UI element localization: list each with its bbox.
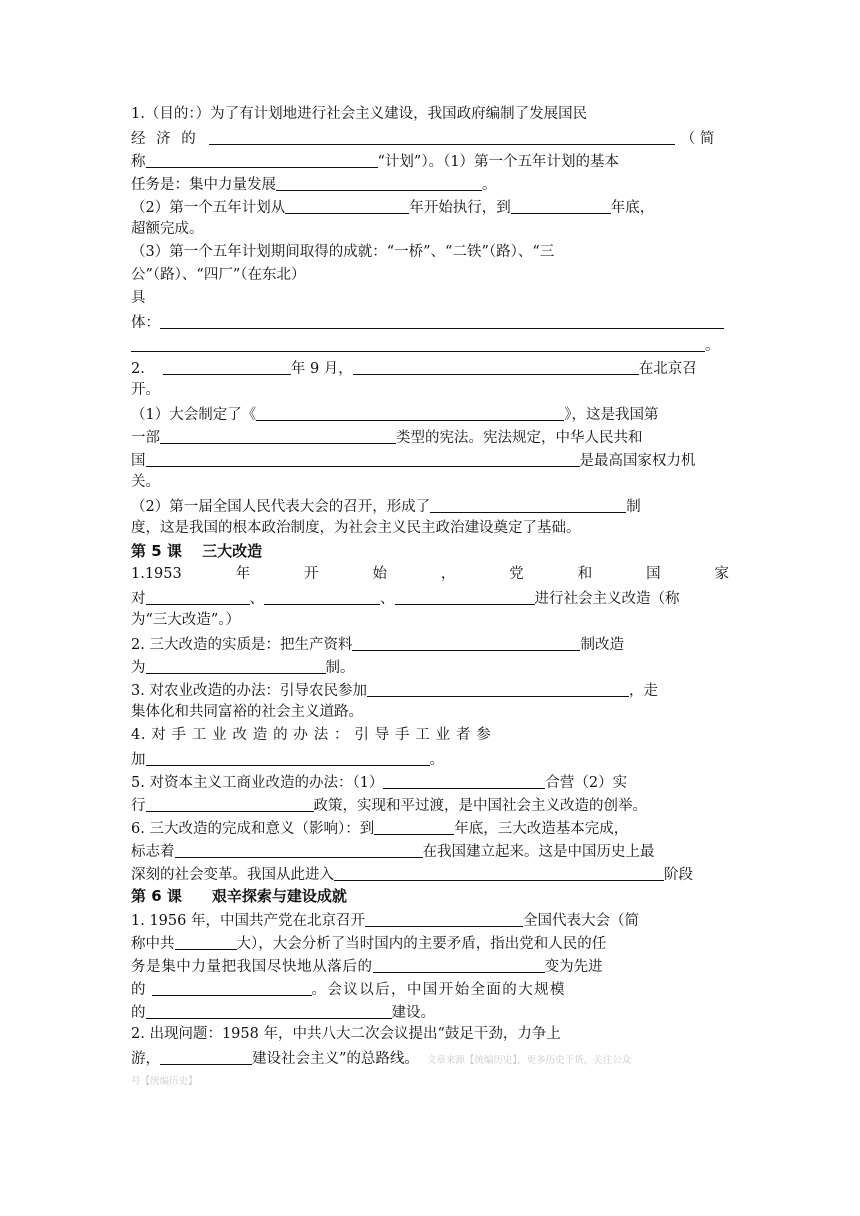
blank[interactable] [367,680,629,697]
q2-line1: 2. 年 9 月， 在北京召 [131,356,729,379]
blank[interactable] [264,588,380,605]
l5-q6-line2: 标志着 在我国建立起来。这是中国历史上最 [131,839,729,862]
l5-q4-line2: 加 。 [131,747,729,770]
q2-line6: 关。 [131,474,160,490]
lesson6-heading: 第 6 课 艰辛探索与建设成就 [131,887,347,905]
q1-line2: 经 济 的 （ 简 [131,126,729,149]
l5-q1-line1: 1.1953 年 开 始 ， 党 和 国 家 [131,566,729,582]
q1-line4: 任务是：集中力量发展 。 [131,172,729,195]
q2-line8: 度，这是我国的根本政治制度，为社会主义民主政治建设奠定了基础。 [131,520,581,536]
blank[interactable] [430,496,626,513]
l5-q1-line2: 对 、 、 进行社会主义改造（称 [131,586,729,609]
blank[interactable] [175,933,237,950]
l5-q6-line3: 深刻的社会变革。我国从此进入 阶段 [131,862,729,885]
q1-line5: （2）第一个五年计划从 年开始执行，到 年底， [131,195,729,218]
q1-line8: 公”（路）、“四厂”（在东北） [131,267,306,283]
q2-line2: 开。 [131,382,160,398]
l6-q1-line2: 称中共 大），大会分析了当时国内的主要矛盾，指出党和人民的任 [131,931,729,954]
l6-q1-line4: 的 。会议以后，中国开始全面的大规模 [131,977,729,1000]
l5-q5-line1: 5. 对资本主义工商业改造的办法：（1） 合营（2）实 [131,770,729,793]
blank[interactable] [365,910,523,927]
q1-line9: 具 [131,290,146,306]
blank[interactable] [160,312,724,329]
q2-line5: 国 是最高国家权力机 [131,448,729,471]
q1-line10: 体： [131,310,729,333]
watermark-line2-row [131,1069,729,1092]
blank[interactable] [131,335,705,352]
l6-q1-line1: 1. 1956 年，中国共产党在北京召开 全国代表大会（简 [131,908,729,931]
q1-line3: 称 “计划”）。（1）第一个五年计划的基本 [131,149,729,172]
blank[interactable] [352,634,580,651]
blank[interactable] [353,358,639,375]
blank[interactable] [276,174,482,191]
q1-line6: 超额完成。 [131,221,204,237]
worksheet [131,103,729,1092]
blank[interactable] [146,1002,392,1019]
blank[interactable] [160,427,396,444]
blank[interactable] [146,795,314,812]
blank[interactable] [146,749,430,766]
q2-line4: 一部 类型的宪法。宪法规定，中华人民共和 [131,425,729,448]
blank[interactable] [152,979,312,996]
blank[interactable] [395,588,535,605]
blank[interactable] [160,1048,252,1065]
l5-q3-line2: 集体化和共同富裕的社会主义道路。 [131,704,363,720]
blank[interactable] [511,197,611,214]
blank[interactable] [256,404,564,421]
l5-q4-line1: 4. 对 手 工 业 改 造 的 办 法 ： 引 导 手 工 业 者 参 [131,727,492,743]
blank[interactable] [334,864,664,881]
l6-q1-line3: 务是集中力量把我国尽快地从落后的 变为先进 [131,954,729,977]
l5-q6-line1: 6. 三大改造的完成和意义（影响）：到 年底，三大改造基本完成， [131,816,729,839]
blank[interactable] [209,128,675,145]
l6-q2-line1: 2. 出现问题：1958 年，中共八大二次会议提出“鼓足干劲，力争上 [131,1026,561,1042]
blank[interactable] [175,841,423,858]
q1-line1: 1.（目的：）为了有计划地进行社会主义建设，我国政府编制了发展国民 [131,106,588,122]
blank[interactable] [146,450,580,467]
watermark-line1: 文章来源【统编历史】，更多历史干货，关注公众 [426,1055,632,1066]
l5-q3-line1: 3. 对农业改造的办法：引导农民参加 ，走 [131,678,729,701]
q1-line7: （3）第一个五年计划期间取得的成就：“一桥”、“二铁”（路）、“三 [131,244,555,260]
blank[interactable] [285,197,409,214]
blank[interactable] [146,151,378,168]
blank[interactable] [163,358,291,375]
l5-q5-line2: 行 政策，实现和平过渡，是中国社会主义改造的创举。 [131,793,729,816]
blank[interactable] [383,772,545,789]
lesson5-heading: 第 5 课 三大改造 [131,542,263,560]
l6-q2-line2: 游， 建设社会主义”的总路线。 文章来源【统编历史】，更多历史干货，关注公众 [131,1046,729,1069]
blank[interactable] [374,818,454,835]
blank[interactable] [146,657,326,674]
watermark-line2: 号【统编历史】 [131,1076,198,1087]
q2-line3: （1）大会制定了《 》，这是我国第 [131,402,729,425]
q2-line7: （2）第一届全国人民代表大会的召开，形成了 制 [131,494,729,517]
l5-q2-line2: 为 制。 [131,655,729,678]
blank[interactable] [146,588,250,605]
l5-q2-line1: 2. 三大改造的实质是：把生产资料 制改造 [131,632,729,655]
q1-line11: 。 [131,333,729,356]
l5-q1-line3: 为“三大改造”。） [131,612,241,628]
l6-q1-line5: 的 建设。 [131,1000,729,1023]
blank[interactable] [373,956,545,973]
